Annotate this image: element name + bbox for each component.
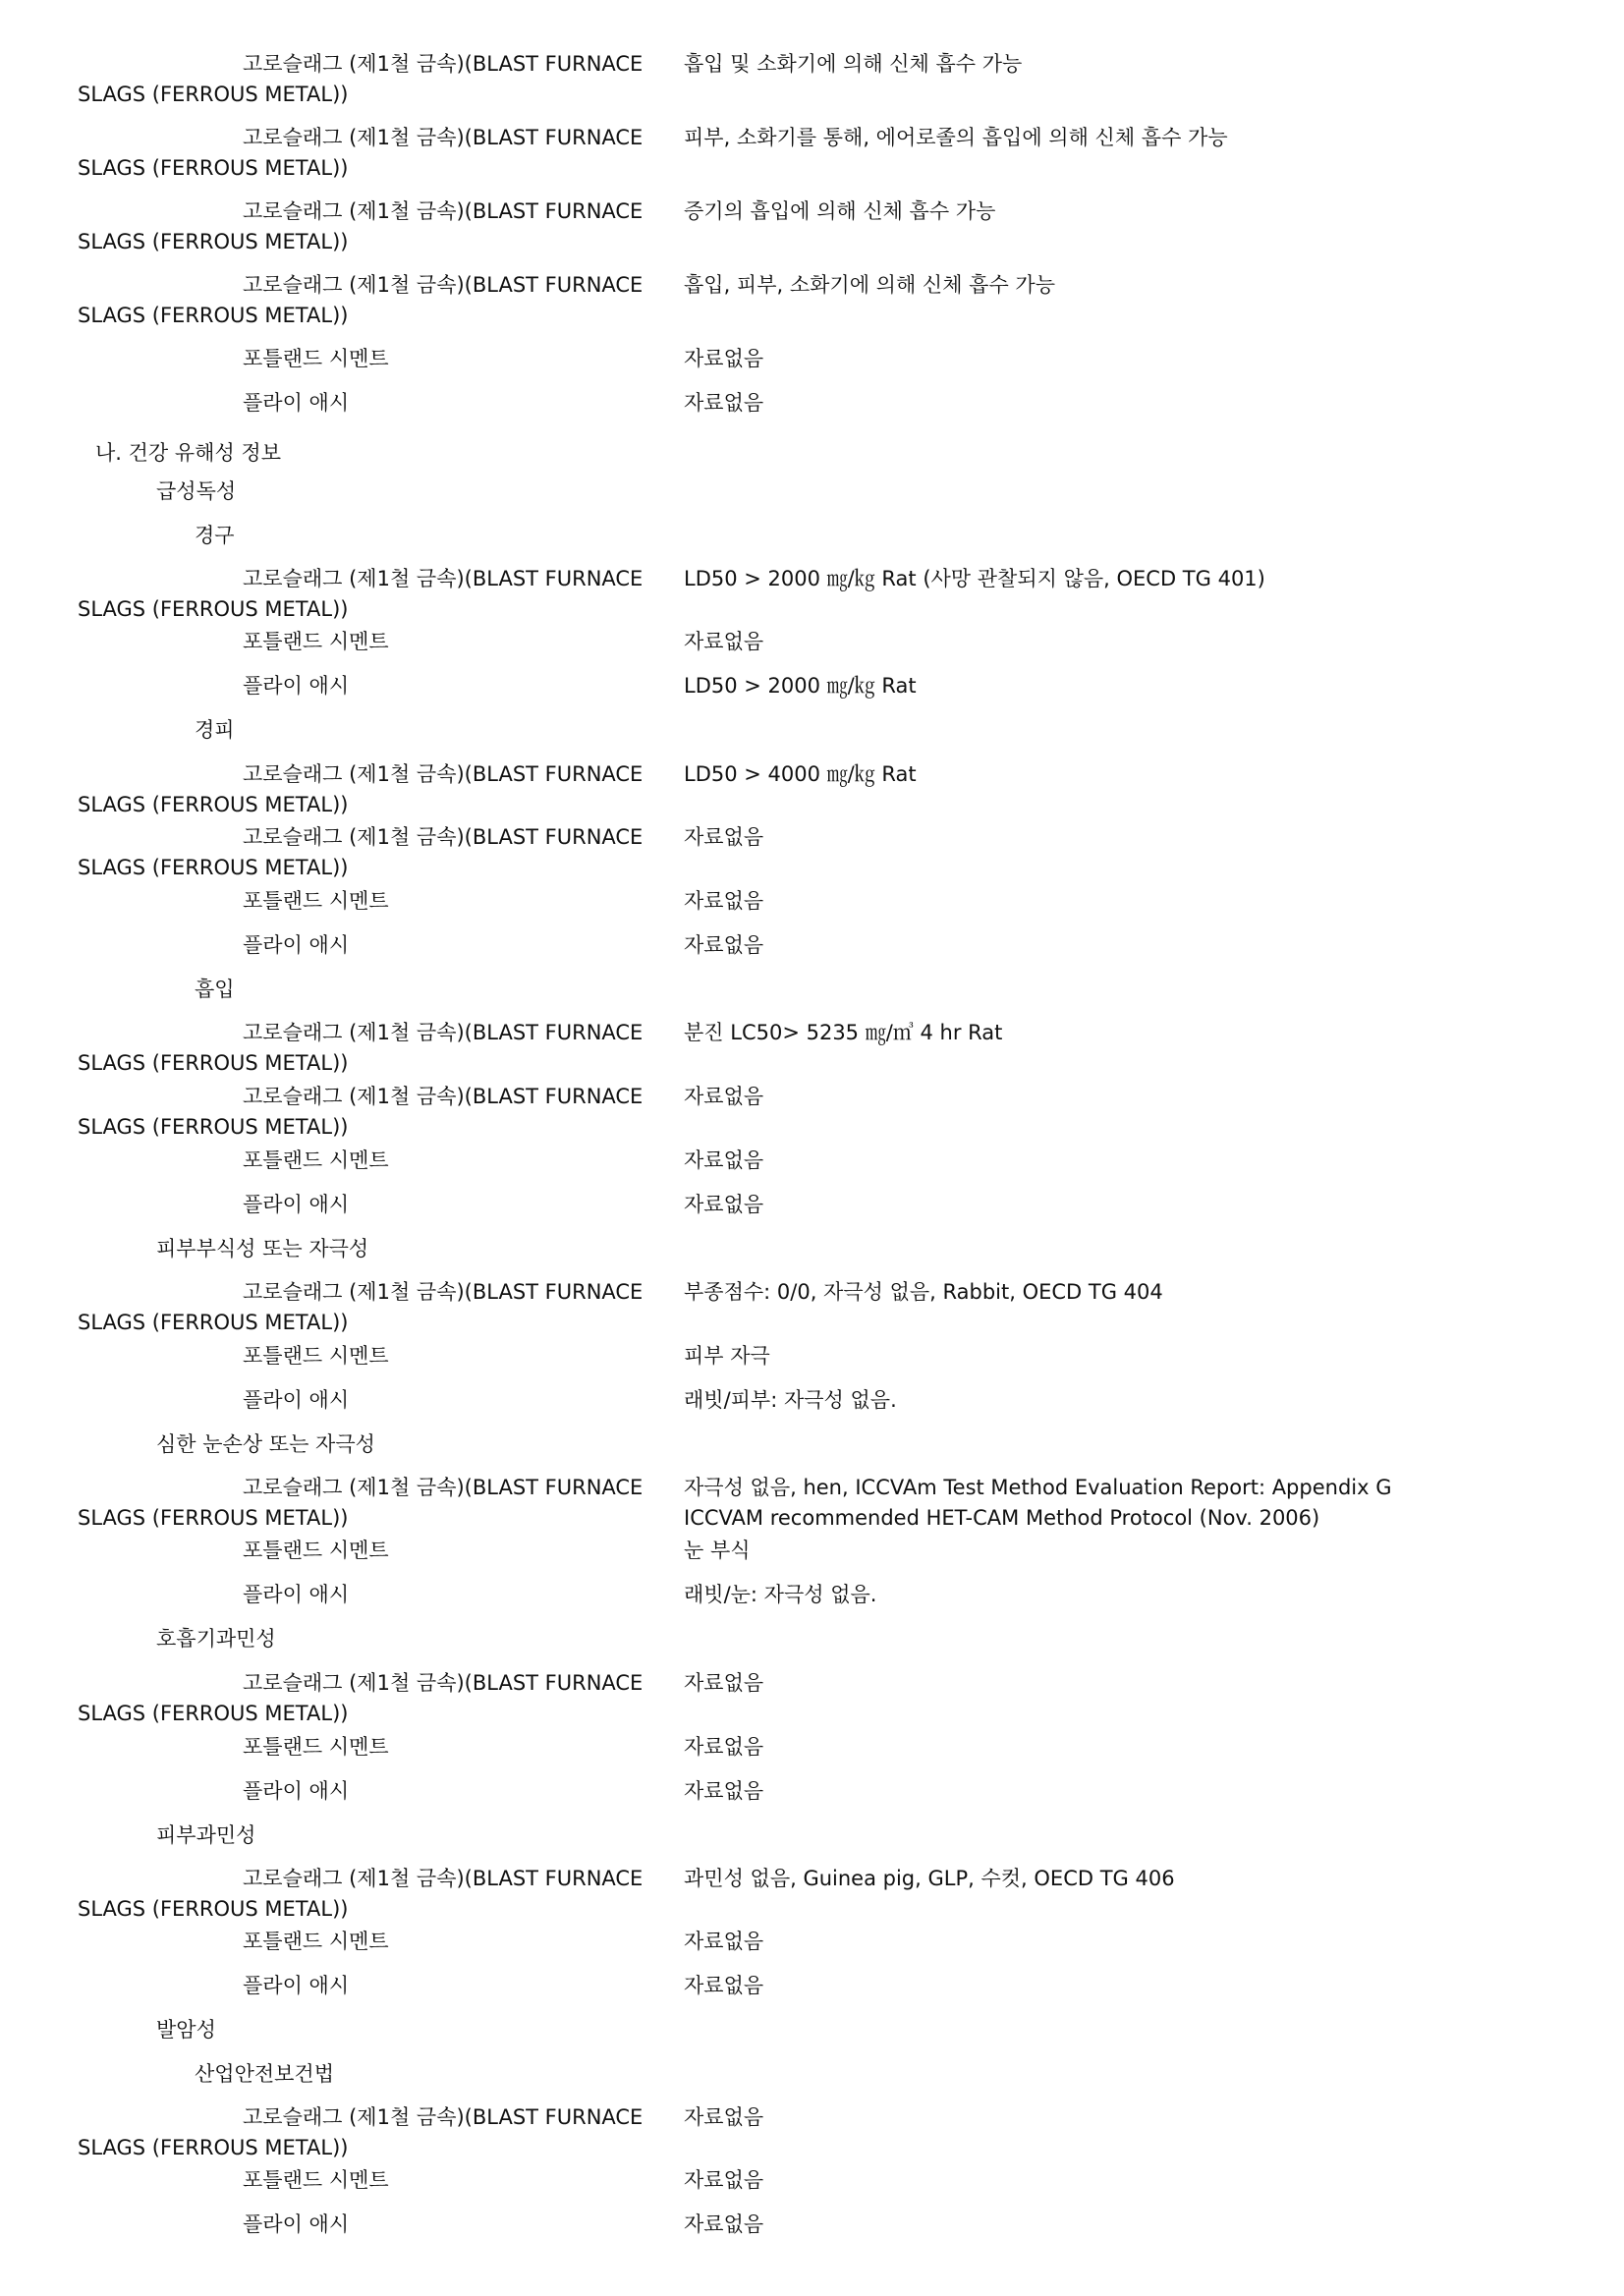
substance-name: 포틀랜드 시멘트 (243, 347, 389, 370)
hazard-value: 자료없음 (684, 1085, 764, 1108)
hazard-value: 자료없음 (684, 391, 764, 415)
hazard-value: 자료없음 (684, 1671, 764, 1695)
hazard-value: 자료없음 (684, 2168, 764, 2192)
hazard-value: 자료없음 (684, 630, 764, 653)
hazard-value: 자료없음 (684, 1193, 764, 1216)
hazard-value: 눈 부식 (684, 1539, 751, 1562)
substance-name: 고로슬래그 (제1철 금속)(BLAST FURNACE (243, 199, 644, 223)
substance-name: 고로슬래그 (제1철 금속)(BLAST FURNACE (243, 126, 644, 149)
substance-name: 고로슬래그 (제1철 금속)(BLAST FURNACE (243, 825, 644, 849)
exposure-route-heading: 산업안전보건법 (195, 2062, 335, 2086)
hazard-value: 자료없음 (684, 2212, 764, 2236)
substance-name: 고로슬래그 (제1철 금속)(BLAST FURNACE (243, 273, 644, 297)
hazard-value: 자료없음 (684, 1148, 764, 1172)
substance-name-continued: SLAGS (FERROUS METAL)) (78, 597, 349, 621)
section-heading: 나. 건강 유해성 정보 (95, 441, 281, 465)
substance-name: 플라이 애시 (243, 1388, 350, 1412)
hazard-value: 자료없음 (684, 1930, 764, 1953)
substance-name-continued: SLAGS (FERROUS METAL)) (78, 156, 349, 180)
substance-name: 플라이 애시 (243, 674, 350, 698)
substance-name: 플라이 애시 (243, 1193, 350, 1216)
substance-name: 포틀랜드 시멘트 (243, 1930, 389, 1953)
substance-name: 플라이 애시 (243, 2212, 350, 2236)
substance-name: 고로슬래그 (제1철 금속)(BLAST FURNACE (243, 2105, 644, 2129)
hazard-value: LD50 > 2000 ㎎/㎏ Rat (684, 674, 917, 698)
hazard-value: 부종점수: 0/0, 자극성 없음, Rabbit, OECD TG 404 (684, 1280, 1163, 1304)
substance-name-continued: SLAGS (FERROUS METAL)) (78, 856, 349, 879)
hazard-category-heading: 피부부식성 또는 자극성 (156, 1237, 369, 1260)
hazard-value: 자료없음 (684, 1974, 764, 1997)
hazard-value: 흡입 및 소화기에 의해 신체 흡수 가능 (684, 52, 1023, 76)
substance-name: 플라이 애시 (243, 1583, 350, 1606)
substance-name-continued: SLAGS (FERROUS METAL)) (78, 304, 349, 327)
hazard-category-heading: 호흡기과민성 (156, 1627, 276, 1651)
hazard-value: LD50 > 4000 ㎎/㎏ Rat (684, 762, 917, 786)
hazard-category-heading: 피부과민성 (156, 1823, 256, 1847)
substance-name-continued: SLAGS (FERROUS METAL)) (78, 1115, 349, 1139)
substance-name-continued: SLAGS (FERROUS METAL)) (78, 1311, 349, 1334)
hazard-value: 자료없음 (684, 889, 764, 913)
substance-name: 포틀랜드 시멘트 (243, 1148, 389, 1172)
hazard-value: 자극성 없음, hen, ICCVAm Test Method Evaluation Report: Appendix G (684, 1476, 1392, 1499)
substance-name: 포틀랜드 시멘트 (243, 1344, 389, 1368)
substance-name: 플라이 애시 (243, 1974, 350, 1997)
substance-name: 고로슬래그 (제1철 금속)(BLAST FURNACE (243, 1021, 644, 1044)
substance-name: 고로슬래그 (제1철 금속)(BLAST FURNACE (243, 762, 644, 786)
substance-name: 플라이 애시 (243, 1779, 350, 1803)
hazard-value: 과민성 없음, Guinea pig, GLP, 수컷, OECD TG 406 (684, 1867, 1175, 1890)
substance-name-continued: SLAGS (FERROUS METAL)) (78, 1506, 349, 1530)
hazard-value: 피부 자극 (684, 1344, 770, 1368)
substance-name: 포틀랜드 시멘트 (243, 1735, 389, 1759)
hazard-value: 래빗/눈: 자극성 없음. (684, 1583, 877, 1606)
exposure-route-heading: 경피 (195, 718, 235, 742)
substance-name: 플라이 애시 (243, 391, 350, 415)
substance-name: 고로슬래그 (제1철 금속)(BLAST FURNACE (243, 567, 644, 590)
substance-name: 포틀랜드 시멘트 (243, 630, 389, 653)
hazard-value: 피부, 소화기를 통해, 에어로졸의 흡입에 의해 신체 흡수 가능 (684, 126, 1228, 149)
hazard-value-continued: ICCVAM recommended HET-CAM Method Protocol (Nov. 2006) (684, 1506, 1320, 1530)
exposure-route-heading: 경구 (195, 524, 235, 547)
hazard-category-heading: 발암성 (156, 2018, 216, 2042)
substance-name: 포틀랜드 시멘트 (243, 1539, 389, 1562)
substance-name: 고로슬래그 (제1철 금속)(BLAST FURNACE (243, 52, 644, 76)
hazard-value: LD50 > 2000 ㎎/㎏ Rat (사망 관찰되지 않음, OECD TG 401) (684, 567, 1265, 590)
hazard-value: 분진 LC50> 5235 ㎎/㎥ 4 hr Rat (684, 1021, 1003, 1044)
hazard-value: 자료없음 (684, 347, 764, 370)
substance-name: 고로슬래그 (제1철 금속)(BLAST FURNACE (243, 1280, 644, 1304)
substance-name-continued: SLAGS (FERROUS METAL)) (78, 2136, 349, 2159)
substance-name: 고로슬래그 (제1철 금속)(BLAST FURNACE (243, 1671, 644, 1695)
substance-name-continued: SLAGS (FERROUS METAL)) (78, 1897, 349, 1921)
hazard-value: 자료없음 (684, 2105, 764, 2129)
substance-name: 포틀랜드 시멘트 (243, 2168, 389, 2192)
substance-name-continued: SLAGS (FERROUS METAL)) (78, 83, 349, 106)
hazard-category-heading: 심한 눈손상 또는 자극성 (156, 1432, 375, 1456)
hazard-value: 래빗/피부: 자극성 없음. (684, 1388, 897, 1412)
hazard-category-heading: 급성독성 (156, 479, 237, 503)
hazard-value: 자료없음 (684, 825, 764, 849)
exposure-route-heading: 흡입 (195, 978, 235, 1001)
substance-name: 플라이 애시 (243, 933, 350, 957)
hazard-value: 자료없음 (684, 933, 764, 957)
substance-name: 고로슬래그 (제1철 금속)(BLAST FURNACE (243, 1867, 644, 1890)
substance-name: 포틀랜드 시멘트 (243, 889, 389, 913)
substance-name: 고로슬래그 (제1철 금속)(BLAST FURNACE (243, 1476, 644, 1499)
substance-name-continued: SLAGS (FERROUS METAL)) (78, 793, 349, 816)
substance-name-continued: SLAGS (FERROUS METAL)) (78, 230, 349, 253)
substance-name: 고로슬래그 (제1철 금속)(BLAST FURNACE (243, 1085, 644, 1108)
hazard-value: 흡입, 피부, 소화기에 의해 신체 흡수 가능 (684, 273, 1055, 297)
hazard-value: 자료없음 (684, 1735, 764, 1759)
hazard-value: 증기의 흡입에 의해 신체 흡수 가능 (684, 199, 996, 223)
substance-name-continued: SLAGS (FERROUS METAL)) (78, 1702, 349, 1725)
hazard-value: 자료없음 (684, 1779, 764, 1803)
substance-name-continued: SLAGS (FERROUS METAL)) (78, 1051, 349, 1075)
